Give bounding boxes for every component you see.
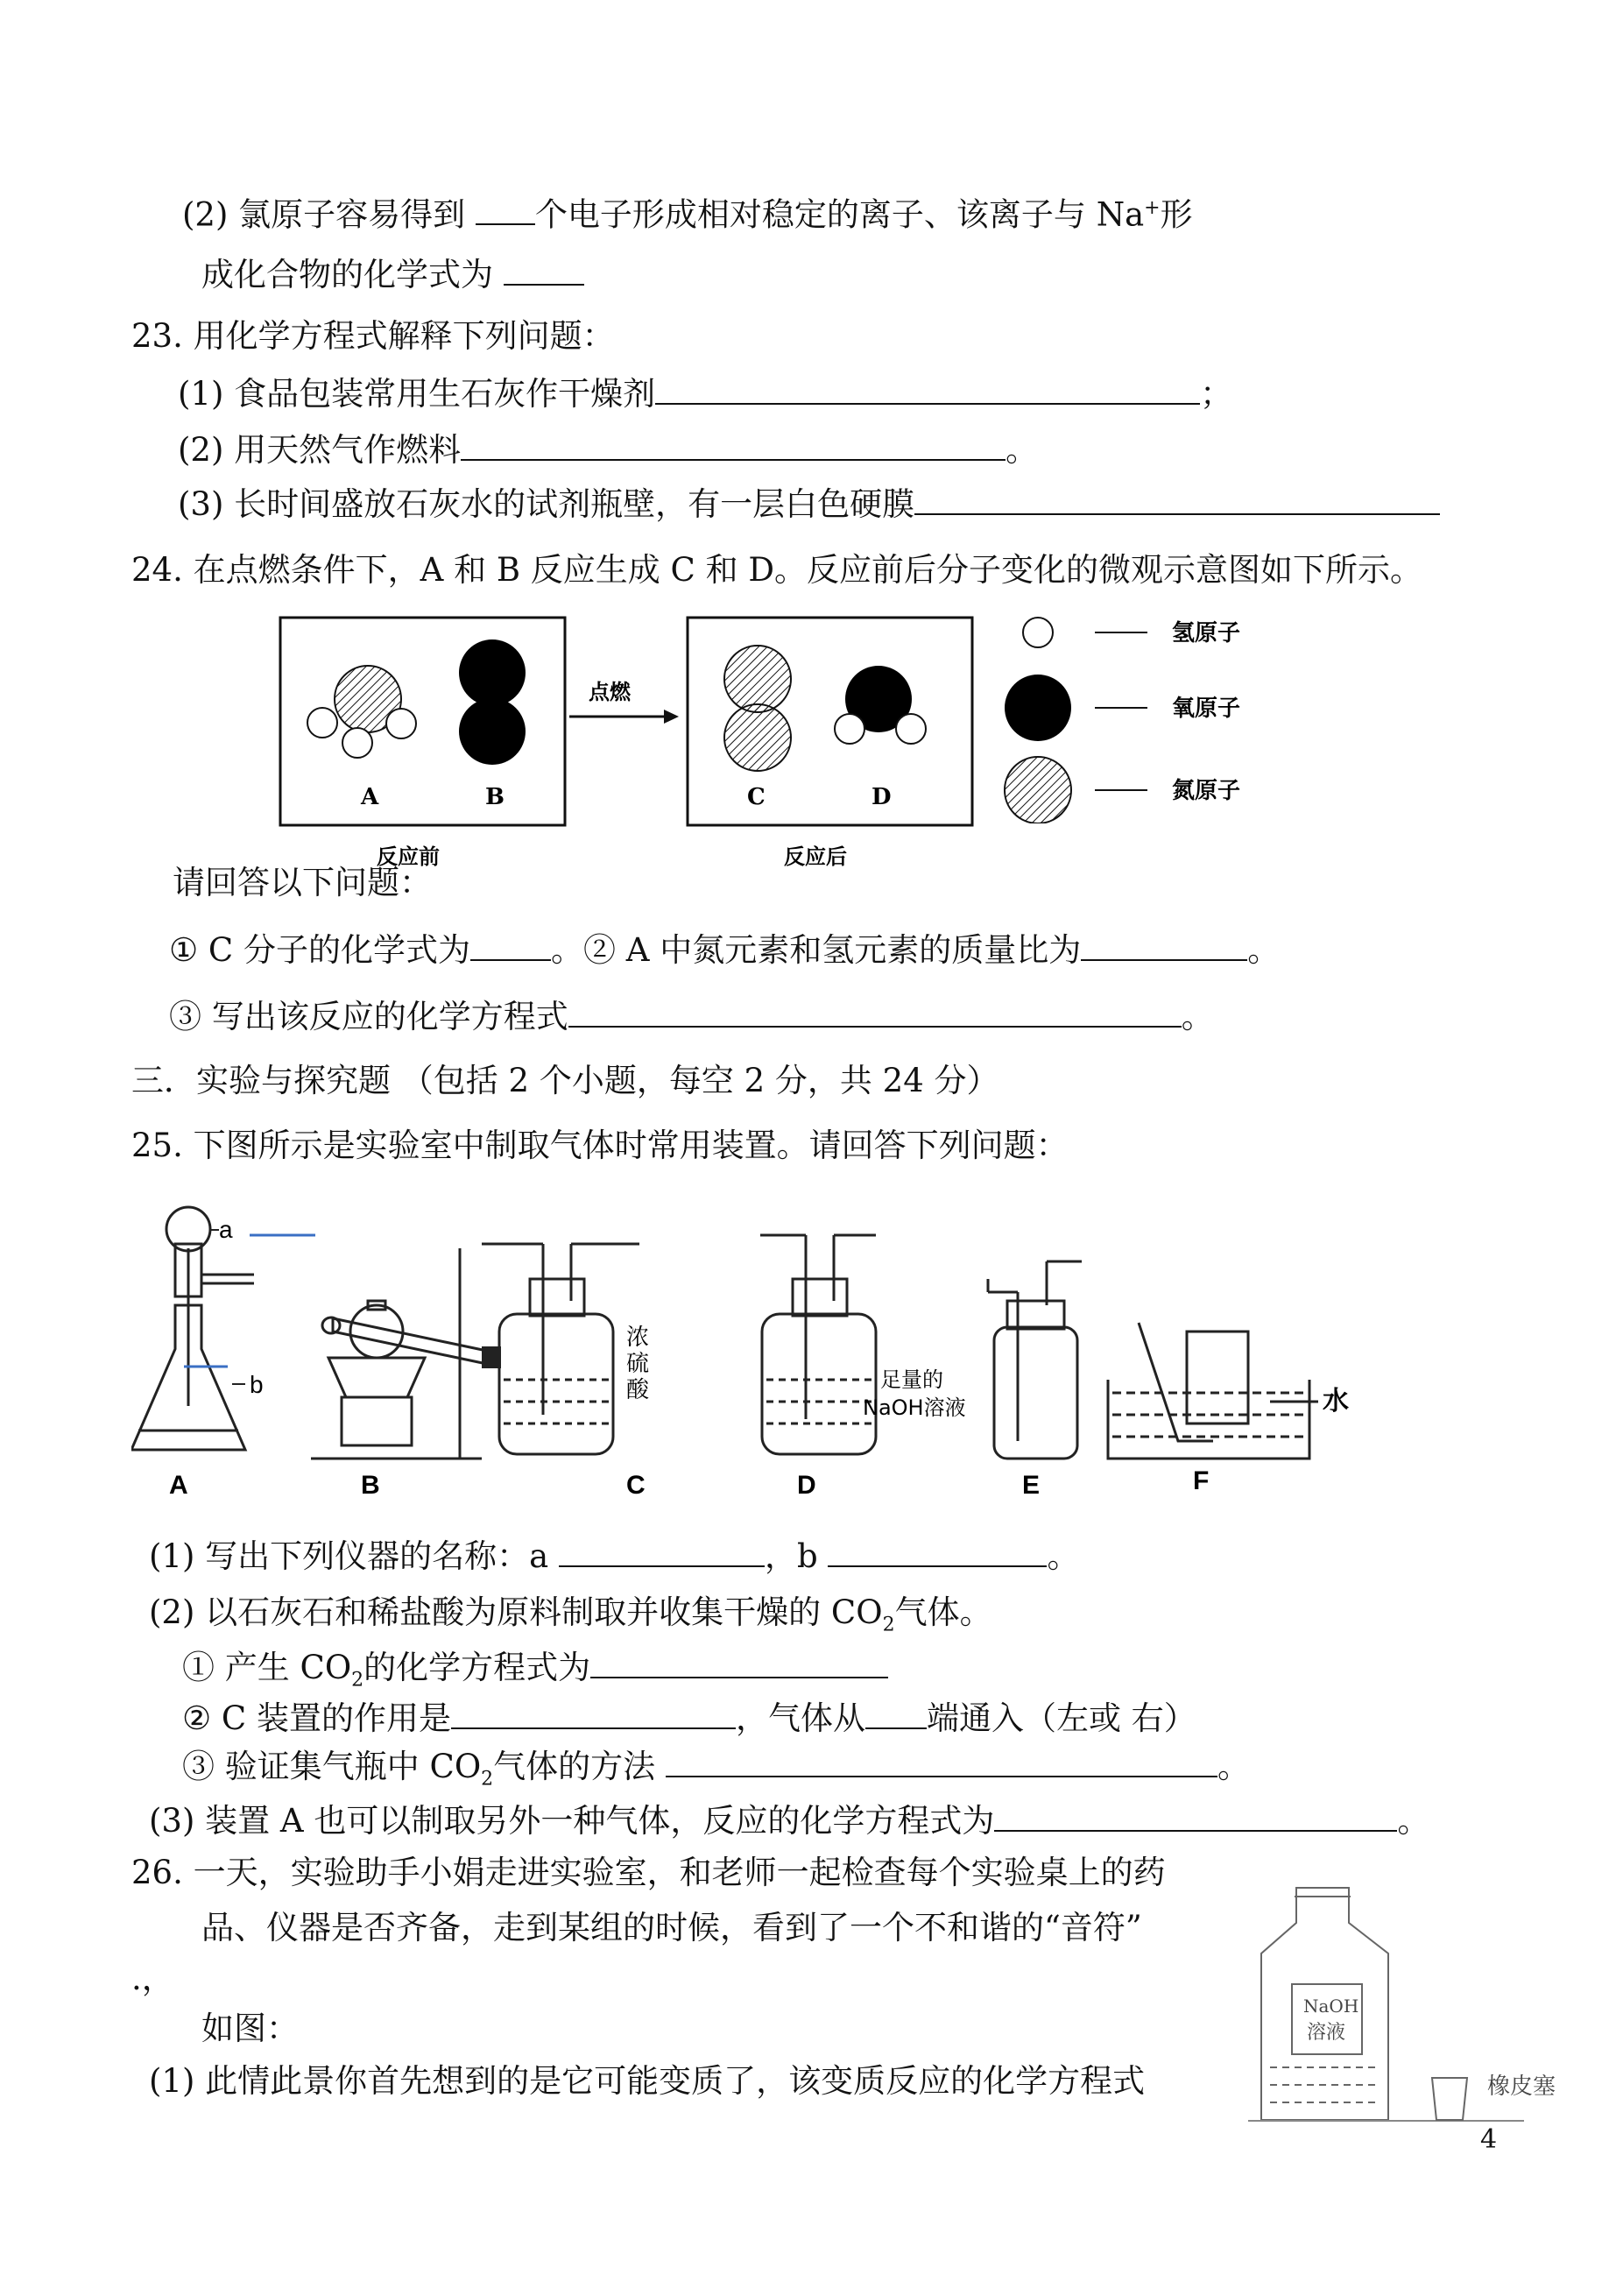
q23-item3 xyxy=(178,484,1440,525)
apparatus-label-e: E xyxy=(1022,1471,1041,1500)
apparatus-diagram xyxy=(131,1196,1358,1511)
q25-ask3 xyxy=(149,1800,1429,1841)
label-water: 水 xyxy=(1323,1386,1349,1416)
label-naoh-1: 足量的 xyxy=(880,1367,943,1392)
q26-line4: 如图： xyxy=(201,2010,299,2047)
q24-prompt: 请回答以下问题： xyxy=(173,864,432,901)
q25-blank-b[interactable] xyxy=(828,1536,1047,1567)
apparatus-c xyxy=(359,1244,639,1459)
apparatus-f xyxy=(1108,1323,1318,1459)
arrow-label: 点燃 xyxy=(589,680,631,704)
q25-ask1-b: ，b xyxy=(765,1537,829,1575)
q23-item2-text: (2) 用天然气作燃料 xyxy=(178,431,462,469)
q25-ask1-c: 。 xyxy=(1047,1537,1080,1575)
q23-item1 xyxy=(178,373,1232,414)
label-c: C xyxy=(747,784,766,810)
molecule-a xyxy=(307,666,416,758)
q25-blank-inlet[interactable] xyxy=(865,1698,927,1729)
apparatus-b xyxy=(311,1248,499,1459)
q25-blank-co2-equation[interactable] xyxy=(590,1647,888,1678)
q25-ask2-sub: 2 xyxy=(882,1614,895,1636)
legend-nitrogen: 氮原子 xyxy=(1172,778,1241,804)
hydrogen-legend-icon xyxy=(1023,618,1053,647)
apparatus-label-a: A xyxy=(169,1471,188,1500)
q24-blank-equation[interactable] xyxy=(568,996,1182,1028)
legend-hydrogen: 氢原子 xyxy=(1172,620,1241,646)
bottle-label-2: 溶液 xyxy=(1307,2022,1346,2044)
q25-sub1-b: 的化学方程式为 xyxy=(363,1649,591,1686)
q25-blank-c-purpose[interactable] xyxy=(451,1698,736,1729)
q24-stem: 24. 在点燃条件下，A 和 B 反应生成 C 和 D。反应前后分子变化的微观示意图如下所示。 xyxy=(131,551,1423,589)
q25-sub3-c: 。 xyxy=(1217,1748,1250,1785)
before-caption: 反应前 xyxy=(377,844,440,869)
q22-text-c: 形 xyxy=(1160,195,1193,234)
label-d: D xyxy=(871,784,892,810)
q25-sub2-b: ，气体从 xyxy=(736,1699,866,1737)
bottle-label-1: NaOH xyxy=(1303,1996,1359,2017)
q25-sub3-a: ③ 验证集气瓶中 CO xyxy=(182,1748,482,1785)
q25-sub1 xyxy=(182,1647,888,1700)
q25-ask3-end: 。 xyxy=(1397,1802,1430,1840)
q25-sub1-a: ① 产生 CO xyxy=(182,1649,352,1686)
q25-ask1 xyxy=(149,1536,1079,1577)
page-number: 4 xyxy=(1480,2124,1498,2155)
apparatus-a xyxy=(131,1207,254,1450)
q25-sub2 xyxy=(182,1698,1196,1739)
label-acid-1: 浓 xyxy=(626,1325,650,1351)
q24-blank-c-formula[interactable] xyxy=(470,929,551,961)
q26-line5: (1) 此情此景你首先想到的是它可能变质了，该变质反应的化学方程式 xyxy=(149,2062,1146,2100)
q23-blank-1[interactable] xyxy=(655,373,1200,405)
q26-line2: 品、仪器是否齐备，走到某组的时候，看到了一个不和谐的“音符” xyxy=(201,1909,1142,1946)
q23-item3-text: (3) 长时间盛放石灰水的试剂瓶壁，有一层白色硬膜 xyxy=(178,485,915,523)
q22-line2 xyxy=(201,254,584,295)
q25-ask2-a: (2) 以石灰石和稀盐酸为原料制取并收集干燥的 CO xyxy=(149,1593,883,1631)
label-a: A xyxy=(361,784,379,810)
q24-ask1-c: 。 xyxy=(1247,931,1281,969)
rubber-stopper-icon xyxy=(1432,2078,1467,2120)
molecule-b xyxy=(459,639,526,765)
q22-line1 xyxy=(182,188,1193,235)
label-small-a: a xyxy=(219,1216,233,1243)
q24-blank-mass-ratio[interactable] xyxy=(1081,929,1247,961)
q23-item1-text: (1) 食品包装常用生石灰作干燥剂 xyxy=(178,375,656,413)
q25-sub3 xyxy=(182,1746,1250,1799)
q26-line3: .， xyxy=(131,1960,174,1997)
molecule-d xyxy=(835,666,926,744)
q22-sup: + xyxy=(1144,197,1161,219)
naoh-bottle-figure xyxy=(1244,1870,1594,2133)
stopper-label: 橡皮塞 xyxy=(1487,2073,1556,2100)
q23-stem: 23. 用化学方程式解释下列问题： xyxy=(131,317,615,355)
q24-ask2 xyxy=(169,996,1214,1037)
q22-text-a: (2) 氯原子容易得到 xyxy=(182,195,476,234)
oxygen-legend-icon xyxy=(1005,675,1071,741)
q24-ask1-a: ① C 分子的化学式为 xyxy=(169,931,471,969)
apparatus-label-c: C xyxy=(626,1471,646,1500)
q25-sub1-sub: 2 xyxy=(351,1669,364,1692)
label-b: B xyxy=(485,784,505,810)
q25-blank-verify[interactable] xyxy=(666,1746,1217,1777)
after-caption: 反应后 xyxy=(784,844,847,869)
label-naoh-2: NaOH溶液 xyxy=(863,1395,966,1420)
q25-ask3-text: (3) 装置 A 也可以制取另外一种气体，反应的化学方程式为 xyxy=(149,1802,995,1840)
nitrogen-legend-icon xyxy=(1005,757,1071,823)
q23-blank-3[interactable] xyxy=(914,484,1440,515)
q25-blank-a[interactable] xyxy=(559,1536,765,1567)
q25-ask1-a: (1) 写出下列仪器的名称：a xyxy=(149,1537,559,1575)
q25-sub3-b: 气体的方法 xyxy=(493,1748,666,1785)
apparatus-label-d: D xyxy=(797,1471,816,1500)
label-acid-2: 硫 xyxy=(626,1351,650,1377)
q25-sub3-sub: 2 xyxy=(481,1768,494,1791)
atom-legend xyxy=(998,604,1331,823)
q24-ask1-b: 。② A 中氮元素和氢元素的质量比为 xyxy=(551,931,1082,969)
q25-ask2 xyxy=(149,1593,992,1645)
q25-stem: 25. 下图所示是实验室中制取气体时常用装置。请回答下列问题： xyxy=(131,1127,1069,1164)
q24-ask2-text: ③ 写出该反应的化学方程式 xyxy=(169,998,568,1035)
label-acid-3: 酸 xyxy=(626,1377,650,1403)
legend-oxygen: 氧原子 xyxy=(1172,696,1241,722)
q22-blank-formula[interactable] xyxy=(504,254,584,286)
molecule-c xyxy=(724,646,791,771)
q25-sub2-c: 端通入（左或 右） xyxy=(927,1699,1196,1737)
q24-ask2-end: 。 xyxy=(1181,998,1214,1035)
q22-text-b: 个电子形成相对稳定的离子、该离子与 Na xyxy=(534,195,1145,234)
apparatus-e xyxy=(988,1261,1082,1459)
q23-item1-end: ； xyxy=(1200,375,1233,413)
arrow-head xyxy=(664,710,679,724)
q25-blank-other-gas[interactable] xyxy=(994,1800,1397,1832)
section-3-heading: 三．实验与探究题 （包括 2 个小题，每空 2 分，共 24 分） xyxy=(131,1062,999,1099)
q24-ask1 xyxy=(169,929,1280,971)
q23-item2-end: 。 xyxy=(1006,431,1039,469)
apparatus-label-f: F xyxy=(1193,1466,1210,1495)
q23-item2 xyxy=(178,429,1038,470)
reaction-diagram xyxy=(263,604,1016,885)
q22-text-2: 成化合物的化学式为 xyxy=(201,256,504,293)
q22-blank-electrons[interactable] xyxy=(476,194,535,225)
q25-ask2-b: 气体。 xyxy=(894,1593,992,1631)
label-small-b: b xyxy=(250,1371,264,1398)
q26-line1: 26. 一天，实验助手小娟走进实验室，和老师一起检查每个实验桌上的药 xyxy=(131,1854,1166,1891)
apparatus-label-b: B xyxy=(361,1471,380,1500)
q25-sub2-a: ② C 装置的作用是 xyxy=(182,1699,452,1737)
apparatus-d xyxy=(760,1235,876,1454)
q23-blank-2[interactable] xyxy=(461,429,1006,461)
